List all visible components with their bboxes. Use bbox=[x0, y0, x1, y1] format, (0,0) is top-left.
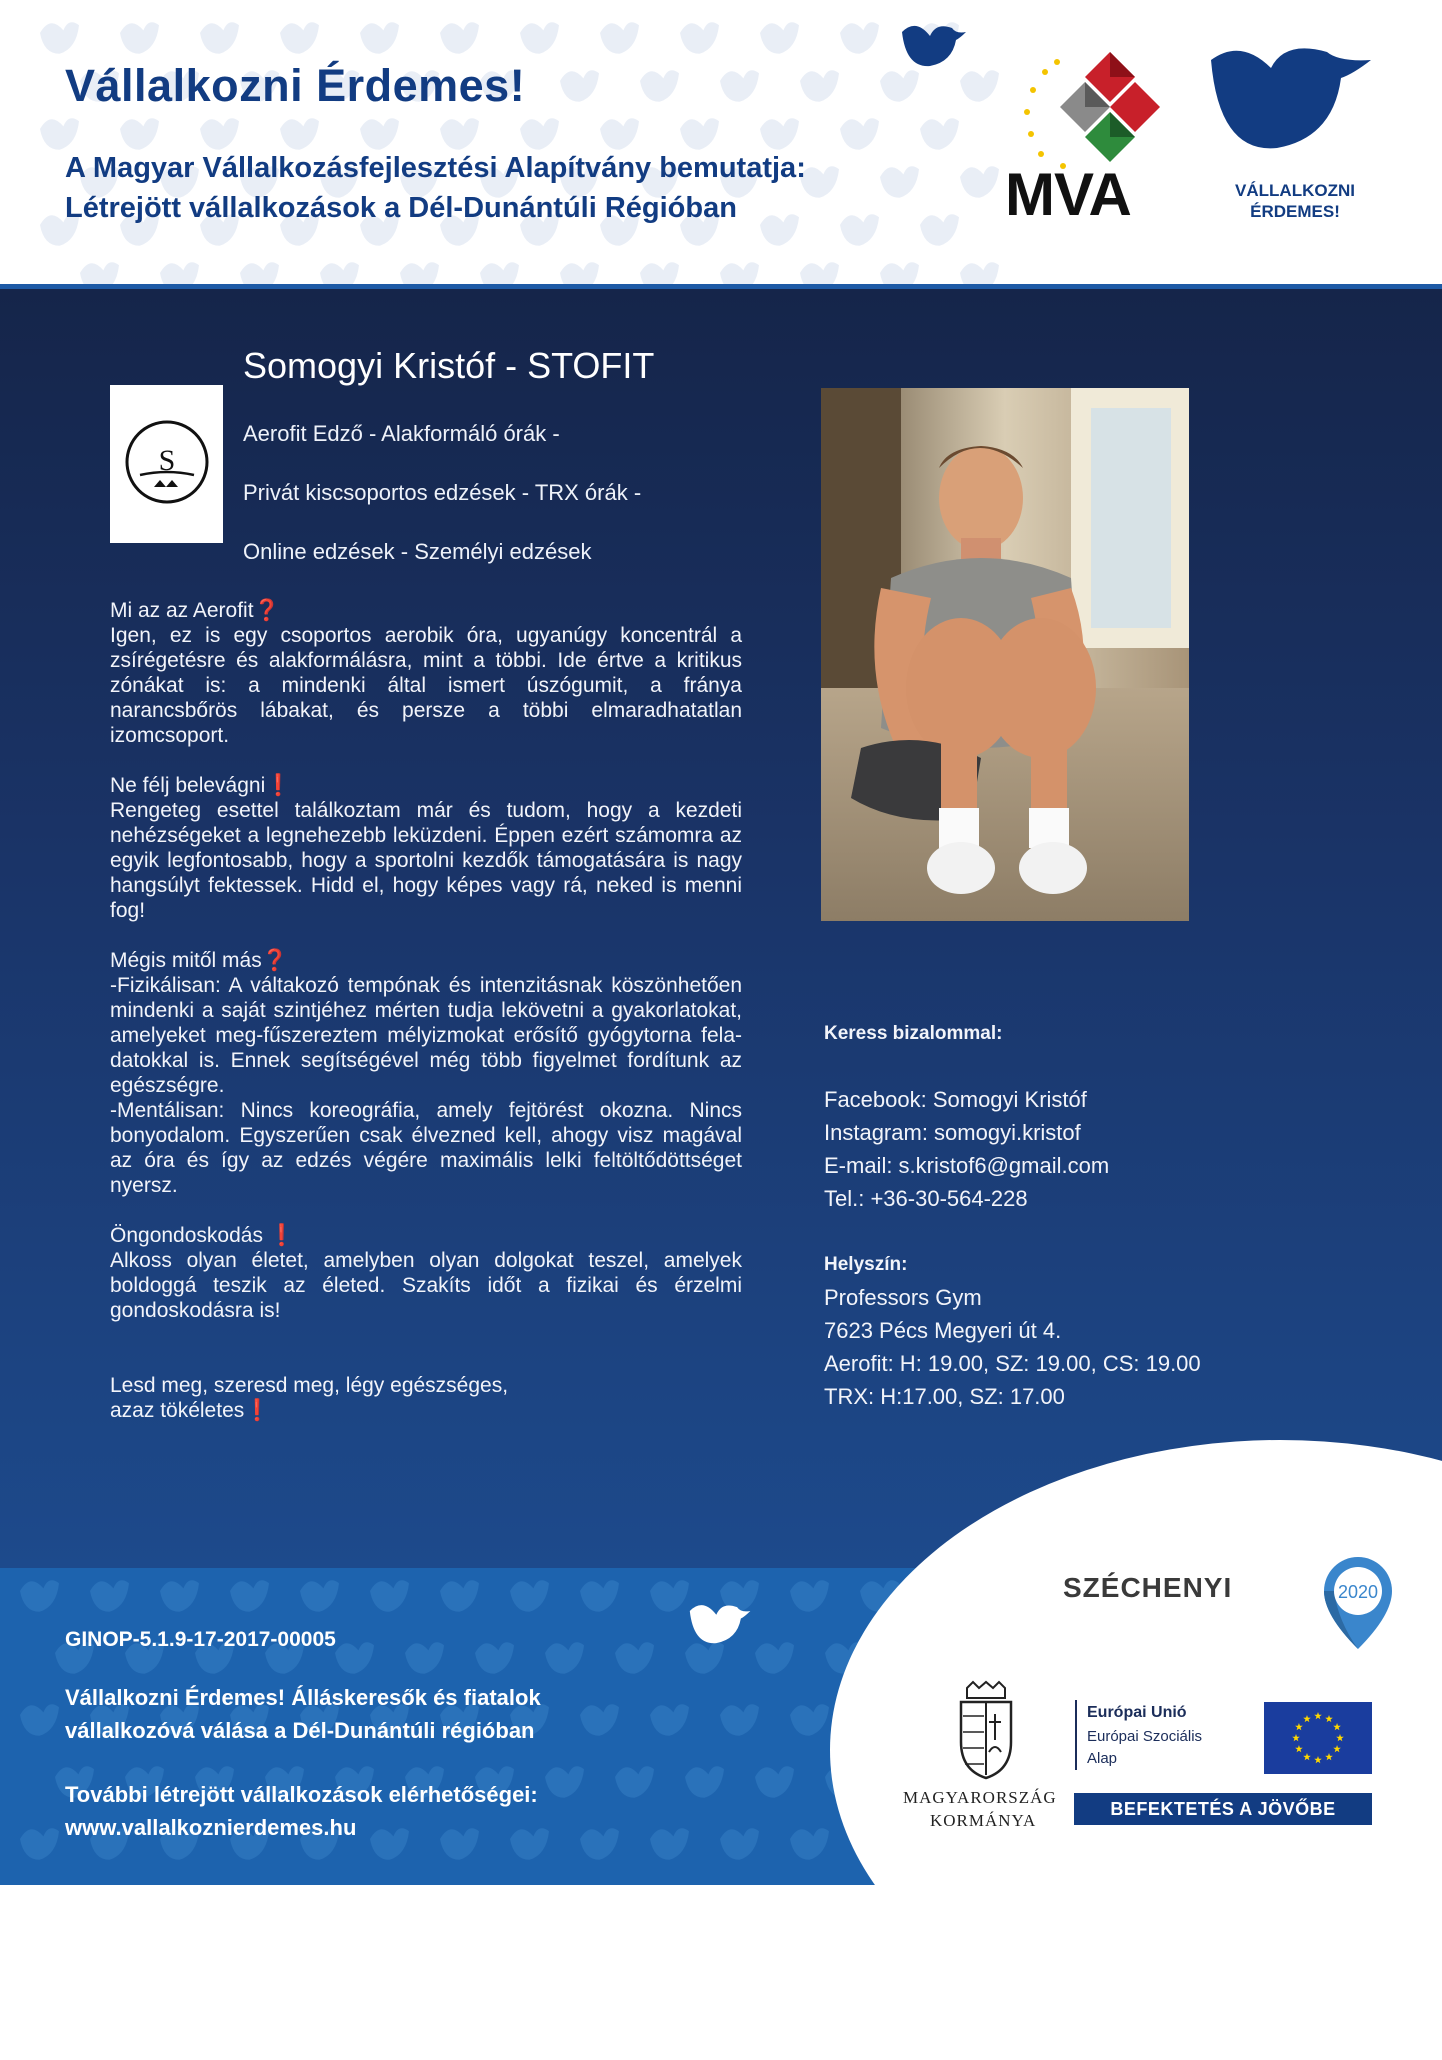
pattern-bird-icon bbox=[755, 1642, 794, 1674]
pattern-bird-icon bbox=[280, 22, 319, 54]
venue-address: 7623 Pécs Megyeri út 4. bbox=[824, 1318, 1062, 1343]
pattern-bird-icon bbox=[760, 214, 799, 246]
hungarian-coat-of-arms-icon bbox=[955, 1680, 1017, 1780]
pattern-bird-icon bbox=[475, 1642, 514, 1674]
stofit-logo-icon bbox=[110, 385, 223, 543]
pattern-bird-icon bbox=[685, 1766, 724, 1798]
pattern-bird-icon bbox=[720, 1828, 759, 1860]
pattern-bird-icon bbox=[160, 1580, 199, 1612]
pattern-bird-icon bbox=[440, 1828, 479, 1860]
pattern-bird-icon bbox=[510, 1828, 549, 1860]
q4-title: Öngondoskodás bbox=[110, 1224, 269, 1247]
q3-heading bbox=[110, 948, 742, 973]
service-line-2: Privát kiscsoportos edzések - TRX órák - bbox=[243, 480, 642, 505]
pattern-bird-icon bbox=[300, 1580, 339, 1612]
q2-title: Ne félj belevágni bbox=[110, 774, 266, 797]
pattern-bird-icon bbox=[755, 1766, 794, 1798]
pattern-bird-icon bbox=[360, 118, 399, 150]
pattern-bird-icon bbox=[960, 166, 999, 198]
pattern-bird-icon bbox=[580, 1580, 619, 1612]
eu-flag-icon bbox=[1264, 1702, 1372, 1774]
closing-line-2 bbox=[110, 1398, 742, 1423]
header bbox=[0, 0, 1442, 285]
closing-text: azaz tökéletes bbox=[110, 1399, 245, 1422]
bird-logo-icon bbox=[898, 22, 972, 77]
pattern-bird-icon bbox=[90, 1580, 129, 1612]
closing-line-1: Lesd meg, szeresd meg, légy egészséges, bbox=[110, 1374, 509, 1397]
email-contact: E-mail: s.kristof6@gmail.com bbox=[824, 1153, 1110, 1178]
government-label-2: KORMÁNYA bbox=[930, 1811, 1037, 1830]
pattern-bird-icon bbox=[440, 118, 479, 150]
pattern-bird-icon bbox=[480, 262, 519, 285]
pattern-bird-icon bbox=[840, 22, 879, 54]
aerofit-schedule: Aerofit: H: 19.00, SZ: 19.00, CS: 19.00 bbox=[824, 1351, 1201, 1376]
investment-banner: BEFEKTETÉS A JÖVŐBE bbox=[1074, 1793, 1372, 1825]
instagram-contact: Instagram: somogyi.kristof bbox=[824, 1120, 1081, 1145]
pattern-bird-icon bbox=[20, 1828, 59, 1860]
footer-line-3: További létrejött vállalkozások elérhetőségei: bbox=[65, 1782, 538, 1807]
pattern-bird-icon bbox=[720, 70, 759, 102]
contact-heading: Keress bizalommal: bbox=[824, 1023, 1003, 1044]
pattern-bird-icon bbox=[335, 1642, 374, 1674]
pattern-bird-icon bbox=[200, 22, 239, 54]
pattern-bird-icon bbox=[880, 166, 919, 198]
q2-text: Rengeteg esettel találkoztam már és tudom, hogy a kezdeti nehézségeket a legnehezebb leküzdeni. Éppen ezért számomra az egyik legfontosabb, hogy a sportolni kezdők támogatására is nagy hangsúlyt fektessek. Hidd el, hogy képes vagy rá, neked is menni fog! bbox=[110, 799, 742, 922]
page-title: Vállalkozni Érdemes! bbox=[65, 60, 526, 111]
profile-name: Somogyi Kristóf - STOFIT bbox=[243, 345, 655, 386]
pattern-bird-icon bbox=[230, 1580, 269, 1612]
exclamation-mark-icon: ❗ bbox=[268, 1224, 295, 1247]
pattern-bird-icon bbox=[615, 1766, 654, 1798]
pattern-bird-icon bbox=[400, 262, 439, 285]
vallalkozni-erdemes-logo bbox=[1205, 40, 1385, 240]
pattern-bird-icon bbox=[560, 70, 599, 102]
pattern-bird-icon bbox=[120, 22, 159, 54]
pattern-bird-icon bbox=[370, 1828, 409, 1860]
page-subtitle-1: A Magyar Vállalkozásfejlesztési Alapítvány bemutatja: bbox=[65, 152, 806, 184]
szechenyi-logo-text: SZÉCHENYI bbox=[1063, 1572, 1233, 1603]
pattern-bird-icon bbox=[405, 1642, 444, 1674]
stofit-logo-letter: S bbox=[158, 444, 176, 477]
pattern-bird-icon bbox=[545, 1766, 584, 1798]
ve-logo-text bbox=[1221, 180, 1369, 222]
pattern-bird-icon bbox=[680, 118, 719, 150]
article-body bbox=[110, 598, 742, 1423]
pattern-bird-icon bbox=[560, 262, 599, 285]
question-mark-icon: ❓ bbox=[253, 599, 280, 622]
pattern-bird-icon bbox=[840, 118, 879, 150]
pattern-bird-icon bbox=[760, 22, 799, 54]
mva-logo bbox=[1005, 42, 1185, 242]
pattern-bird-icon bbox=[650, 1828, 689, 1860]
q3-text-physical: -Fizikálisan: A váltakozó tempónak és intenzitásnak köszönhetően mindenki a saját szintjéhez mérten tudja lekövetni a gyakorlatokat, amelyeket meg-fűszereztem mélyizmokat erősítő gyógytorna fela-datokkal is. Ennek segítségével még több figyelmet fordítunk az egészségre. bbox=[110, 974, 742, 1097]
pattern-bird-icon bbox=[320, 262, 359, 285]
project-code: GINOP-5.1.9-17-2017-00005 bbox=[65, 1628, 336, 1651]
pattern-bird-icon bbox=[650, 1704, 689, 1736]
pattern-bird-icon bbox=[920, 118, 959, 150]
pattern-bird-icon bbox=[20, 1580, 59, 1612]
pattern-bird-icon bbox=[790, 1828, 829, 1860]
footer-bird-logo-icon bbox=[686, 1600, 756, 1655]
exclamation-mark-icon: ❗ bbox=[244, 1399, 271, 1422]
pattern-bird-icon bbox=[20, 1704, 59, 1736]
pattern-bird-icon bbox=[120, 118, 159, 150]
trainer-photo-illustration bbox=[821, 388, 1189, 921]
exclamation-mark-icon: ❗ bbox=[265, 774, 292, 797]
pattern-bird-icon bbox=[280, 118, 319, 150]
footer-line-2: vállalkozóvá válása a Dél-Dunántúli régióban bbox=[65, 1718, 535, 1743]
pattern-bird-icon bbox=[580, 1704, 619, 1736]
pattern-bird-icon bbox=[160, 262, 199, 285]
pattern-bird-icon bbox=[615, 1642, 654, 1674]
pattern-bird-icon bbox=[800, 70, 839, 102]
pattern-bird-icon bbox=[840, 214, 879, 246]
contact-info bbox=[824, 1017, 1344, 1413]
eu-label-2: Európai Szociális bbox=[1087, 1728, 1203, 1745]
big-bird-logo-icon bbox=[1205, 40, 1385, 180]
q2-heading bbox=[110, 773, 742, 798]
location-heading: Helyszín: bbox=[824, 1254, 908, 1275]
profile-photo bbox=[821, 388, 1189, 921]
pattern-bird-icon bbox=[600, 118, 639, 150]
ve-logo-line-1: VÁLLALKOZNI bbox=[1235, 181, 1355, 200]
pattern-bird-icon bbox=[760, 118, 799, 150]
eu-label-1: Európai Unió bbox=[1087, 1704, 1187, 1721]
pattern-bird-icon bbox=[545, 1642, 584, 1674]
pattern-bird-icon bbox=[440, 22, 479, 54]
pattern-bird-icon bbox=[440, 1580, 479, 1612]
pattern-bird-icon bbox=[720, 1704, 759, 1736]
question-mark-icon: ❓ bbox=[261, 949, 288, 972]
website-link[interactable]: www.vallalkoznierdemes.hu bbox=[65, 1815, 357, 1840]
mva-logo-text: MVA bbox=[1005, 161, 1131, 228]
pattern-bird-icon bbox=[640, 262, 679, 285]
pattern-bird-icon bbox=[580, 1828, 619, 1860]
stofit-logo bbox=[110, 385, 223, 543]
page-subtitle-2: Létrejött vállalkozások a Dél-Dunántúli Régióban bbox=[65, 192, 737, 224]
venue-name: Professors Gym bbox=[824, 1285, 982, 1310]
pattern-bird-icon bbox=[80, 262, 119, 285]
q4-text: Alkoss olyan életet, amelyben olyan dolgokat teszel, amelyek boldoggá teszik az életed. Szakíts időt a fizikai és érzelmi gondoskodásra is! bbox=[110, 1249, 742, 1322]
q3-text-mental: -Mentálisan: Nincs koreográfia, amely fejtörést okozna. Nincs bonyodalom. Egyszerűen csak élvezned kell, ahogy visz magával az óra és így az edzés végére maximális lelki feltöltődöttséget nyersz. bbox=[110, 1099, 742, 1197]
q3-title: Mégis mitől más bbox=[110, 949, 262, 972]
pattern-bird-icon bbox=[800, 262, 839, 285]
government-label-1: MAGYARORSZÁG bbox=[903, 1788, 1057, 1807]
pattern-bird-icon bbox=[200, 118, 239, 150]
service-line-3: Online edzések - Személyi edzések bbox=[243, 539, 592, 564]
q1-text: Igen, ez is egy csoportos aerobik óra, ugyanúgy koncentrál a zsírégetésre és alakformálásra, mint a többi. Ide értve a kritikus zónákat is: a mindenki által ismert úszógumit, a fránya narancsbőrös lábakat, és persze a többi elmaradhatatlan izomcsoport. bbox=[110, 624, 742, 747]
q4-heading bbox=[110, 1223, 742, 1248]
pattern-bird-icon bbox=[650, 1580, 689, 1612]
pattern-bird-icon bbox=[360, 22, 399, 54]
phone-contact: Tel.: +36-30-564-228 bbox=[824, 1186, 1028, 1211]
pattern-bird-icon bbox=[920, 214, 959, 246]
pattern-bird-icon bbox=[520, 22, 559, 54]
pattern-bird-icon bbox=[640, 70, 679, 102]
pattern-bird-icon bbox=[520, 118, 559, 150]
eu-label-3: Alap bbox=[1087, 1750, 1118, 1767]
szechenyi-year: 2020 bbox=[1337, 1582, 1379, 1602]
ve-logo-line-2: ÉRDEMES! bbox=[1250, 202, 1340, 221]
facebook-contact: Facebook: Somogyi Kristóf bbox=[824, 1087, 1087, 1112]
pattern-bird-icon bbox=[790, 1704, 829, 1736]
pattern-bird-icon bbox=[880, 262, 919, 285]
q1-title: Mi az az Aerofit bbox=[110, 599, 254, 622]
pattern-bird-icon bbox=[510, 1580, 549, 1612]
pattern-bird-icon bbox=[40, 22, 79, 54]
pattern-bird-icon bbox=[240, 262, 279, 285]
szechenyi-pin-icon bbox=[1318, 1553, 1398, 1653]
pattern-bird-icon bbox=[960, 262, 999, 285]
pattern-bird-icon bbox=[600, 22, 639, 54]
eu-divider bbox=[1075, 1700, 1077, 1770]
pattern-bird-icon bbox=[40, 118, 79, 150]
pattern-bird-icon bbox=[370, 1580, 409, 1612]
pattern-bird-icon bbox=[790, 1580, 829, 1612]
pattern-bird-icon bbox=[720, 262, 759, 285]
trx-schedule: TRX: H:17.00, SZ: 17.00 bbox=[824, 1384, 1065, 1409]
pattern-bird-icon bbox=[680, 22, 719, 54]
service-line-1: Aerofit Edző - Alakformáló órák - bbox=[243, 421, 560, 446]
footer-line-1: Vállalkozni Érdemes! Álláskeresők és fiatalok bbox=[65, 1685, 541, 1710]
q1-heading bbox=[110, 598, 742, 623]
